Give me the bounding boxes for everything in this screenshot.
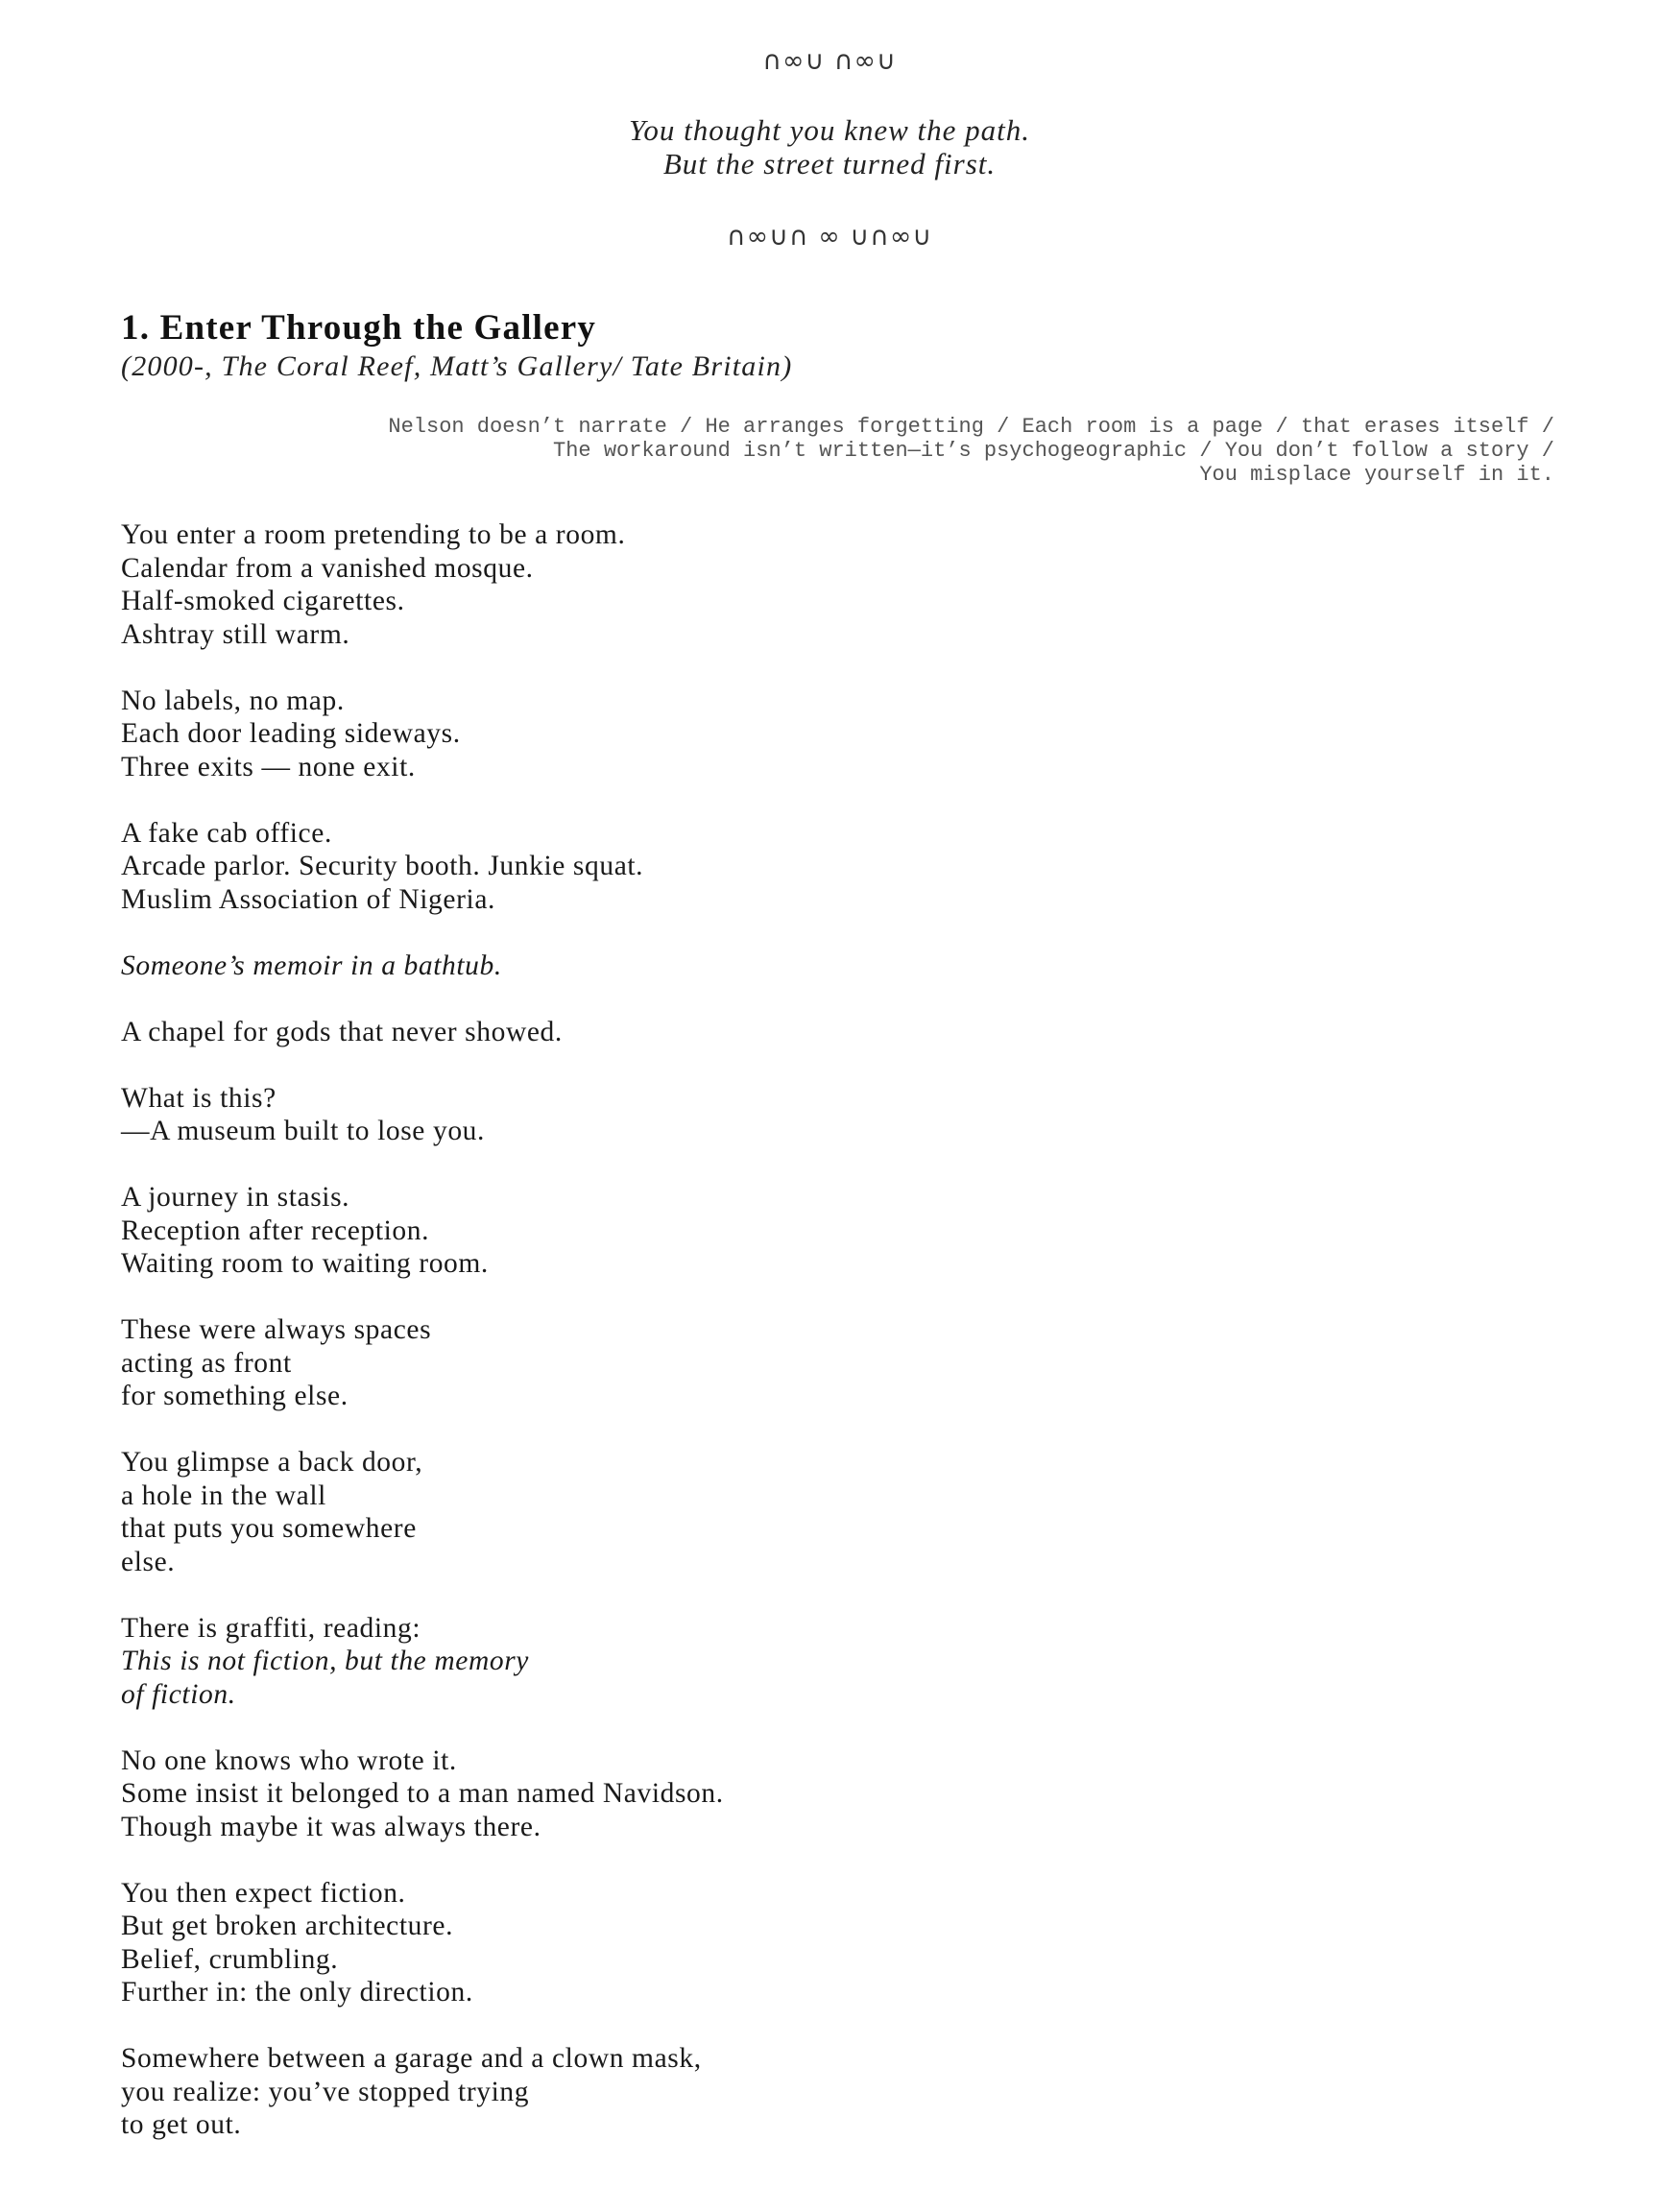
poem-line: Reception after reception.	[121, 1214, 430, 1246]
poem-line: These were always spaces	[121, 1314, 432, 1345]
poem-line: else.	[121, 1546, 176, 1577]
poem-line: that puts you somewhere	[121, 1513, 417, 1544]
poem-line: A chapel for gods that never showed.	[121, 1016, 563, 1047]
graffiti-line: of fiction.	[121, 1678, 236, 1710]
stanza	[121, 1612, 1177, 1712]
stanza	[121, 685, 1177, 784]
poem-line: A fake cab office.	[121, 817, 332, 849]
marginal-note	[388, 415, 1554, 487]
stanza	[121, 1744, 1177, 1844]
poem-line: No one knows who wrote it.	[121, 1744, 457, 1776]
poem-line: What is this?	[121, 1082, 276, 1114]
poem-line: Further in: the only direction.	[121, 1977, 473, 2008]
poem-line: Waiting room to waiting room.	[121, 1248, 489, 1279]
epigraph-line: But the street turned first.	[662, 147, 997, 180]
stanza	[121, 518, 1177, 651]
stanza	[121, 2042, 1177, 2142]
poem-line: Ashtray still warm.	[121, 618, 350, 650]
poem-body	[121, 518, 1177, 2175]
poem-line: But get broken architecture.	[121, 1911, 454, 1941]
poem-line: a hole in the wall	[121, 1479, 326, 1511]
poem-line: Calendar from a vanished mosque.	[121, 552, 534, 584]
poem-line: You glimpse a back door,	[121, 1447, 423, 1478]
marginal-note-line: The workaround isn’t written—it’s psychogeographic / You don’t follow a story /	[553, 439, 1554, 463]
poem-line: Three exits — none exit.	[121, 751, 416, 782]
poem-line: Each door leading sideways.	[121, 718, 461, 749]
poem-line: Muslim Association of Nigeria.	[121, 883, 495, 915]
epigraph-line: You thought you knew the path.	[628, 113, 1031, 147]
stanza	[121, 1313, 1177, 1413]
poem-line: A journey in stasis.	[121, 1182, 350, 1213]
graffiti-line: This is not fiction, but the memory	[121, 1646, 529, 1676]
marginal-note-line: You misplace yourself in it.	[1199, 463, 1554, 487]
epigraph	[0, 113, 1659, 180]
stanza	[121, 1446, 1177, 1578]
poem-line-italic: Someone’s memoir in a bathtub.	[121, 950, 502, 981]
poem-line: Half-smoked cigarettes.	[121, 586, 405, 616]
poem-line: No labels, no map.	[121, 685, 345, 716]
bottom-ornament: ∩∞∪∩ ∞ ∪∩∞∪	[726, 222, 933, 252]
stanza	[121, 1016, 1177, 1049]
section-title: 1. Enter Through the Gallery	[121, 308, 597, 348]
poem-line: There is graffiti, reading:	[121, 1612, 421, 1644]
poem-line: you realize: you’ve stopped trying	[121, 2076, 530, 2107]
poem-line: Somewhere between a garage and a clown mask,	[121, 2043, 702, 2074]
stanza	[121, 817, 1177, 917]
poem-line: You enter a room pretending to be a room.	[121, 519, 626, 550]
poem-line: Belief, crumbling.	[121, 1943, 339, 1975]
poem-line: You then expect fiction.	[121, 1877, 406, 1909]
poem-line: Though maybe it was always there.	[121, 1811, 541, 1842]
poem-line: —A museum built to lose you.	[121, 1116, 485, 1146]
top-ornament: ∩∞∪ ∩∞∪	[762, 46, 897, 76]
stanza	[121, 1877, 1177, 2009]
stanza	[121, 1082, 1177, 1148]
stanza	[121, 950, 1177, 983]
stanza	[121, 1181, 1177, 1281]
poem-line: Arcade parlor. Security booth. Junkie squat.	[121, 851, 644, 881]
poem-line: Some insist it belonged to a man named Navidson.	[121, 1778, 724, 1809]
poem-line: to get out.	[121, 2109, 242, 2140]
poem-line: acting as front	[121, 1347, 292, 1379]
poem-line: for something else.	[121, 1381, 349, 1411]
section-subtitle: (2000-, The Coral Reef, Matt’s Gallery/ Tate Britain)	[121, 350, 793, 382]
marginal-note-line: Nelson doesn’t narrate / He arranges forgetting / Each room is a page / that erases itself /	[388, 415, 1554, 439]
